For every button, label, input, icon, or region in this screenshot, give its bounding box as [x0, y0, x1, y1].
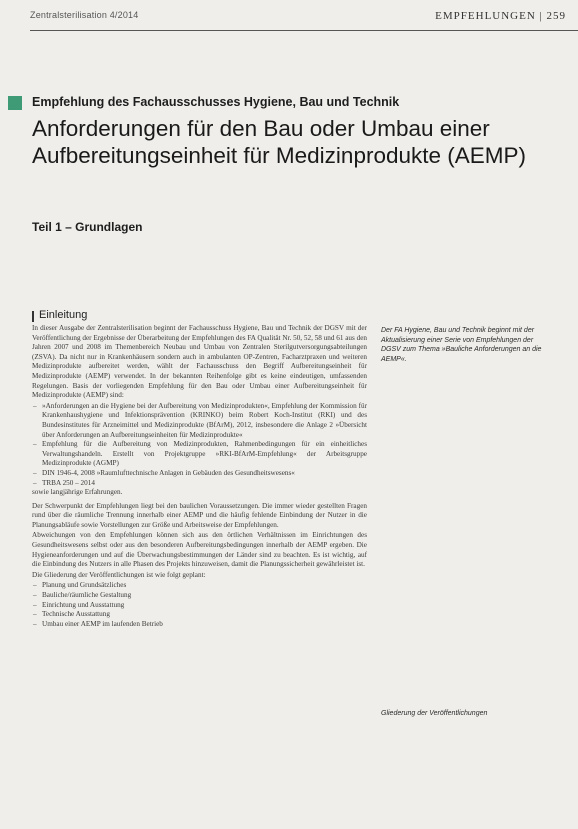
outline-list — [32, 581, 367, 629]
list-item: – Bauliche/räumliche Gestaltung — [32, 591, 367, 601]
header-rule — [30, 30, 578, 31]
focus-paragraph: Der Schwerpunkt der Empfehlungen liegt bei den baulichen Voraussetzungen. Die immer wieder gestellten Fragen rund über die räumliche Trennung innerhalb einer AEMP und die häufig fehlende Einbindung der Nutzer in die Planungsabläufe sowie Vorstellungen zur Größe und Arbeitsweise der Empfehlungen. — [32, 501, 367, 529]
list-item: – Einrichtung und Ausstattung — [32, 601, 367, 611]
list-item: – Empfehlung für die Aufbereitung von Medizinprodukten, Rahmenbedingungen für ein einheitliches Verwaltungshandeln. Erstellt von Projektgruppe »RKI-BfArM-Empfehlung« der Arbeitsgruppe Medizinprodukte (AGMP) — [32, 440, 367, 469]
accent-square — [8, 96, 22, 110]
list-item: – »Anforderungen an die Hygiene bei der Aufbereitung von Medizinprodukten«, Empfehlung der Kommission für Krankenhaushygiene und Infektionsprävention (KRINKO) beim Robert Koch-Institut (RKI) und des Bundesinstitutes für Arzneimittel und Medizinprodukte (BfArM), 2012, insbesondere die Anlage 2 »Übersicht über Anforderungen an Aufbereitungseinheiten für Medizinprodukte« — [32, 402, 367, 440]
intro-paragraph: In dieser Ausgabe der Zentralsterilisation beginnt der Fachausschuss Hygiene, Bau und Technik der DGSV mit der Veröffentlichung der Ergebnisse der Überarbeitung der Empfehlungen des FA Qualität Nr. 50, 52, 58 und 61 aus den Jahren 2007 und 2008 im Themenbereich Neubau und Umbau von Zentralen Sterilgutversorgungsabteilungen (ZSVA). Da nicht nur in Krankenhäusern sondern auch in ambulanten OP-Zentren, Facharztpraxen und weiteren Medizinprodukte aufbereitet werden, wählt der Fachausschuss den Begriff Aufbereitungseinheit für Medizinprodukte (AEMP) verwendet. In der bekannten Reihenfolge gibt es keine eindeutigen, umfassenden Regelungen. Basis der vorliegenden Empfehlung für den Bau oder Umbau einer Aufbereitungseinheit für Medizinprodukte (AEMP) sind: — [32, 324, 367, 400]
section-marker — [32, 311, 34, 322]
list-item: – Technische Ausstattung — [32, 610, 367, 620]
article-title: Anforderungen für den Bau oder Umbau einer Aufbereitungseinheit für Medizinprodukte (AEMP) — [32, 116, 527, 168]
list-item: – TRBA 250 – 2014 — [32, 479, 367, 489]
article-body — [32, 324, 367, 629]
journal-issue: Zentralsterilisation 4/2014 — [30, 10, 139, 20]
basis-tail: sowie langjährige Erfahrungen. — [32, 488, 123, 497]
list-item: – DIN 1946-4, 2008 »Raumlufttechnische Anlagen in Gebäuden des Gesundheitswesens« — [32, 469, 367, 479]
list-item: – Umbau einer AEMP im laufenden Betrieb — [32, 620, 367, 630]
margin-note: Der FA Hygiene, Bau und Technik beginnt mit der Aktualisierung einer Serie von Empfehlungen der DGSV zum Thema »Bauliche Anforderungen an die AEMP«. — [381, 327, 542, 363]
list-item: – Planung und Grundsätzliches — [32, 581, 367, 591]
section-heading: Einleitung — [39, 309, 88, 321]
outline-intro: Die Gliederung der Veröffentlichungen ist wie folgt geplant: — [32, 570, 206, 579]
basis-list — [32, 402, 367, 488]
deviation-paragraph: Abweichungen von den Empfehlungen können sich aus den örtlichen Verhältnissen im Einrichtungen des Gesundheitswesens selbst oder aus den besonderen Aufbereitungsbedingungen innerhalb der AEMP ergeben. Die Hygieneanforderungen und auf die Überwachungsbestimmungen der Länder sind zu beachten. Es ist wichtig, auf die Einbindung des Nutzers in alle Phasen des Projekts hinzuweisen, damit die Planungssicherheit gewährleistet ist. — [32, 531, 367, 569]
article-kicker: Empfehlung des Fachausschusses Hygiene, Bau und Technik — [32, 95, 400, 109]
section-page-number: EMPFEHLUNGEN | 259 — [435, 10, 566, 22]
margin-caption: Gliederung der Veröffentlichungen — [381, 710, 488, 717]
article-subtitle: Teil 1 – Grundlagen — [32, 220, 143, 234]
